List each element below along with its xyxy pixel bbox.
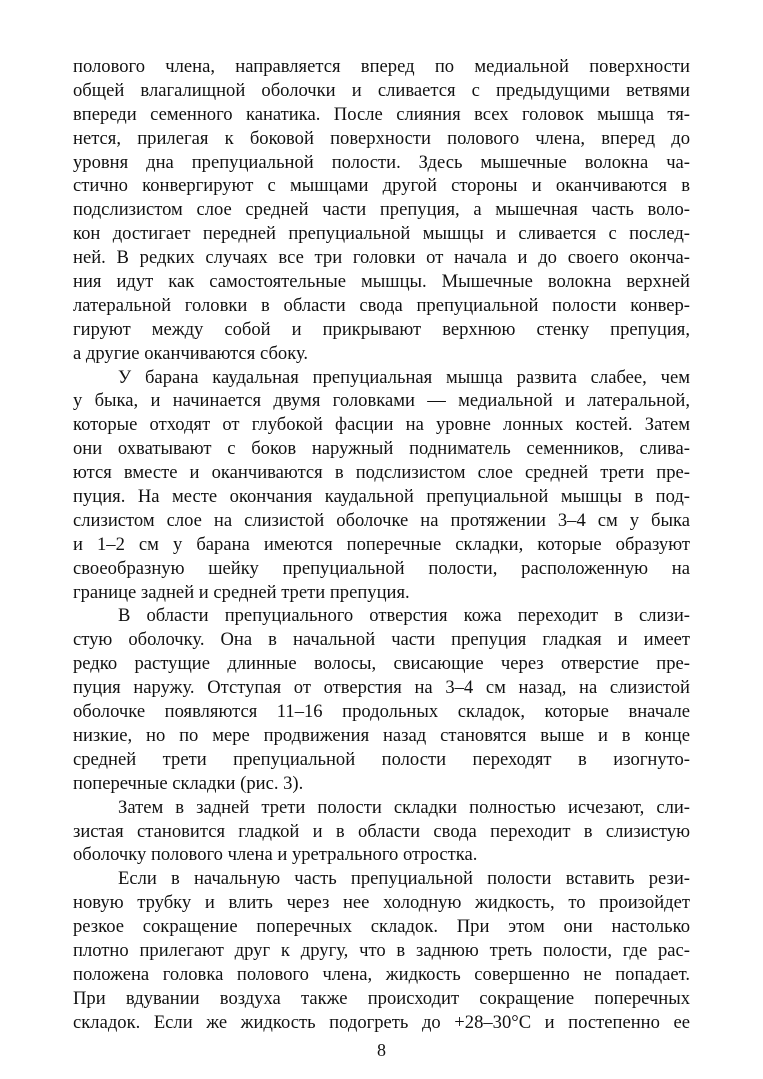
text-line: поперечные складки (рис. 3). bbox=[73, 772, 304, 794]
paragraph bbox=[73, 867, 690, 1034]
text-line: своеобразную шейку препуциальной полости, расположенную на bbox=[73, 557, 690, 579]
text-line: стично конвергируют с мышцами другой стороны и оканчиваются в bbox=[73, 175, 690, 197]
text-line: гируют между собой и прикрывают верхнюю стенку препуция, bbox=[73, 318, 690, 340]
text-line: полового члена, направляется вперед по медиальной поверхности bbox=[73, 56, 690, 77]
text-line: В области препуциального отверстия кожа переходит в слизи- bbox=[118, 605, 690, 627]
text-line: ния идут как самостоятельные мышцы. Мышечные волокна верхней bbox=[73, 271, 690, 293]
text-line: При вдувании воздуха также происходит сокращение поперечных bbox=[73, 987, 690, 1009]
text-line: пуция наружу. Отступая от отверстия на 3–4 см назад, на слизистой bbox=[73, 677, 690, 699]
text-line: нется, прилегая к боковой поверхности полового члена, вперед до bbox=[73, 127, 690, 149]
text-line: низкие, но по мере продвижения назад становятся выше и в конце bbox=[73, 724, 690, 746]
page-number: 8 bbox=[377, 1040, 386, 1060]
text-line: зистая становится гладкой и в области свода переходит в слизистую bbox=[73, 820, 690, 842]
text-line: они охватывают с боков наружный подниматель семенников, слива- bbox=[73, 438, 690, 460]
text-line: ются вместе и оканчиваются в подслизистом слое средней трети пре- bbox=[73, 462, 690, 484]
text-line: оболочке появляются 11–16 продольных складок, которые вначале bbox=[73, 701, 690, 723]
text-line: подслизистом слое средней части препуция, а мышечная часть воло- bbox=[73, 199, 690, 221]
text-line: У барана каудальная препуциальная мышца развита слабее, чем bbox=[118, 366, 690, 388]
text-line: складок. Если же жидкость подогреть до +28–30°С и постепенно ее bbox=[73, 1011, 690, 1033]
text-line: ней. В редких случаях все три головки от начала и до своего оконча- bbox=[73, 247, 690, 269]
text-line: резкое сокращение поперечных складок. При этом они настолько bbox=[73, 916, 690, 938]
text-line: редко растущие длинные волосы, свисающие через отверстие пре- bbox=[73, 653, 690, 675]
text-line: уровня дна препуциальной полости. Здесь мышечные волокна ча- bbox=[73, 151, 690, 173]
paragraph bbox=[73, 796, 690, 868]
text-line: общей влагалищной оболочки и сливается с предыдущими ветвями bbox=[73, 79, 690, 101]
text-line: кон достигает передней препуциальной мышцы и сливается с послед- bbox=[73, 223, 690, 245]
text-line: которые отходят от глубокой фасции на уровне лонных костей. Затем bbox=[73, 414, 690, 436]
text-line: Затем в задней трети полости складки полностью исчезают, сли- bbox=[118, 796, 690, 818]
text-line: средней трети препуциальной полости переходят в изогнуто- bbox=[73, 748, 690, 770]
paragraph bbox=[73, 55, 690, 366]
paragraph bbox=[73, 366, 690, 605]
text-line: положена головка полового члена, жидкость совершенно не попадает. bbox=[73, 963, 690, 985]
text-line: границе задней и средней трети препуция. bbox=[73, 581, 410, 603]
text-line: латеральной головки в области свода препуциальной полости конвер- bbox=[73, 294, 690, 316]
paragraph bbox=[73, 604, 690, 795]
text-line: Если в начальную часть препуциальной полости вставить рези- bbox=[118, 868, 690, 890]
text-line: слизистом слое на слизистой оболочке на протяжении 3–4 см у быка bbox=[73, 509, 690, 531]
text-line: стую оболочку. Она в начальной части препуция гладкая и имеет bbox=[73, 629, 690, 651]
text-line: плотно прилегают друг к другу, что в заднюю треть полости, где рас- bbox=[73, 939, 690, 961]
text-line: впереди семенного канатика. После слияния всех головок мышца тя- bbox=[73, 103, 690, 125]
text-line: новую трубку и влить через нее холодную жидкость, то произойдет bbox=[73, 892, 690, 914]
text-line: у быка, и начинается двумя головками — медиальной и латеральной, bbox=[73, 390, 690, 412]
text-line: а другие оканчиваются сбоку. bbox=[73, 342, 309, 364]
body-text bbox=[73, 55, 690, 1035]
text-line: пуция. На месте окончания каудальной препуциальной мышцы в под- bbox=[73, 486, 690, 508]
text-line: оболочку полового члена и уретрального отростка. bbox=[73, 844, 478, 866]
text-line: и 1–2 см у барана имеются поперечные складки, которые образуют bbox=[73, 533, 690, 555]
